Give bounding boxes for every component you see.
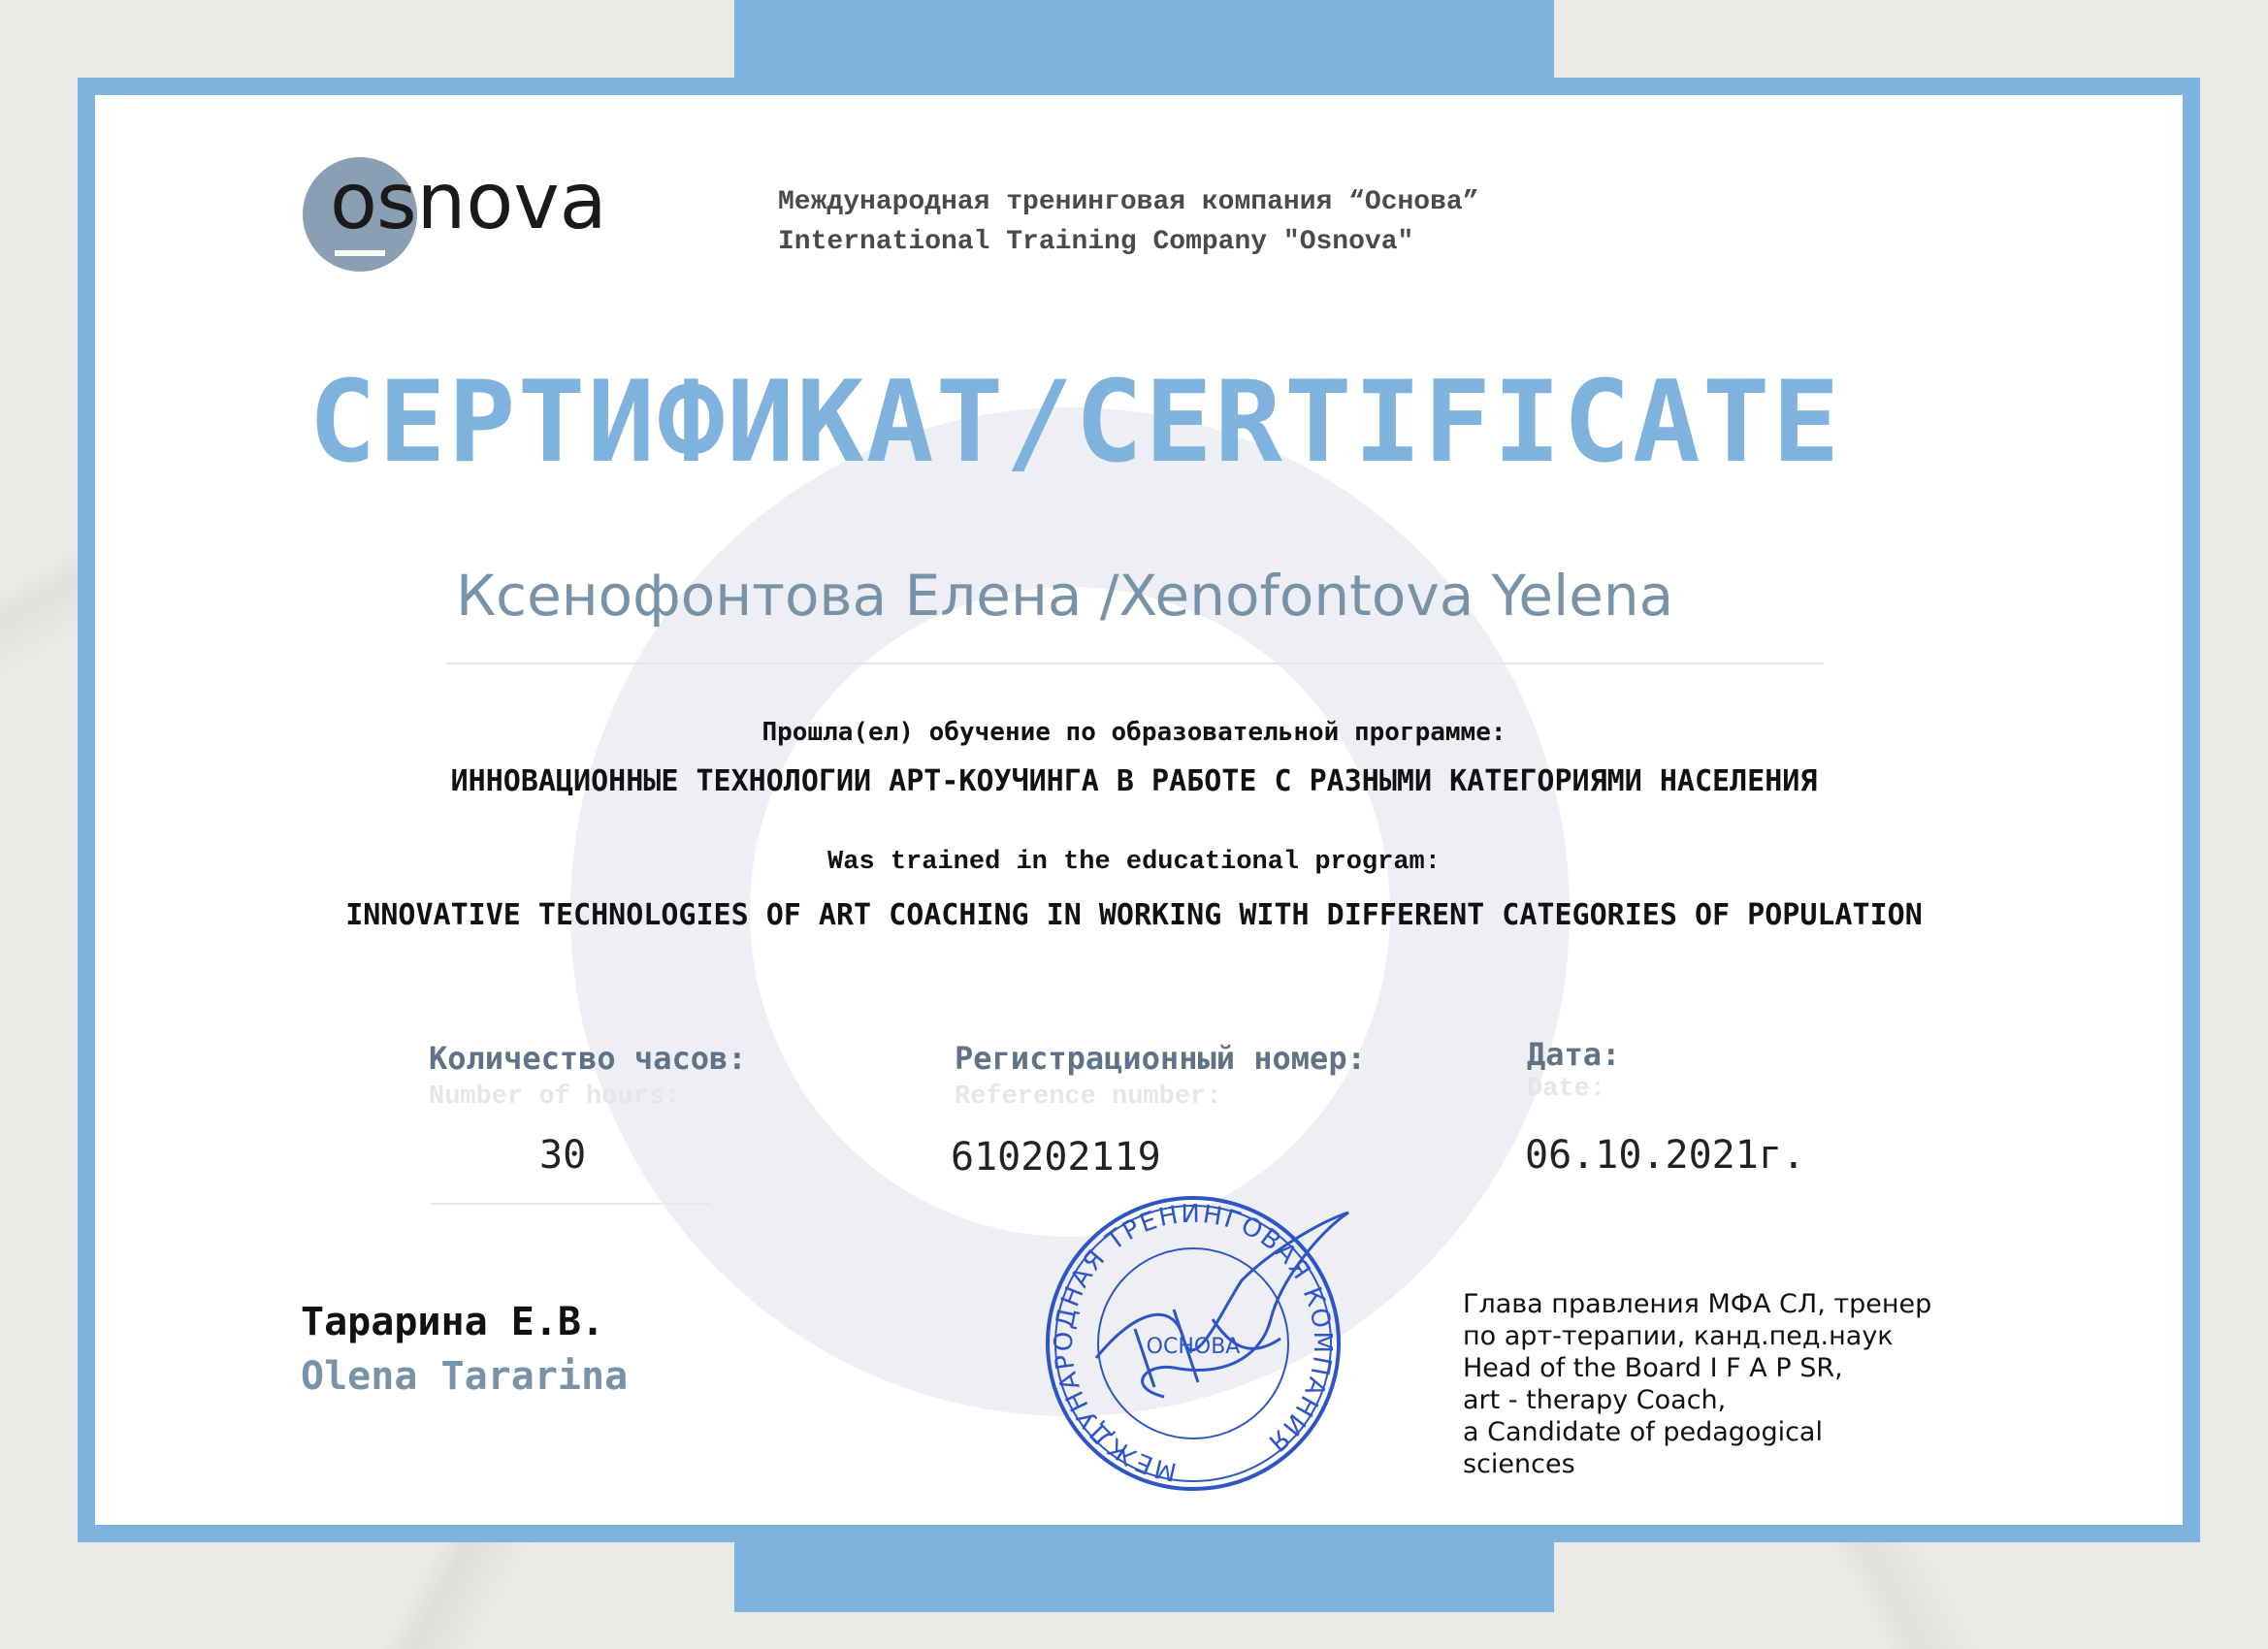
company-name-ru: Международная тренинговая компания “Основа” (778, 187, 1479, 217)
hours-underline (431, 1203, 710, 1205)
stamp-center-text: ОСНОВА (1146, 1335, 1241, 1359)
signatory-role (1463, 1288, 1931, 1480)
signatory-name-en: Olena Tararina (301, 1354, 629, 1399)
role-line: art - therapy Coach, (1463, 1385, 1727, 1415)
program-label-ru: Прошла(ел) обучение по образовательной программе: (761, 718, 1507, 747)
logo-wordmark: snova (376, 156, 607, 246)
recipient-underline (446, 663, 1824, 664)
company-name (778, 182, 1479, 262)
program-name-en: INNOVATIVE TECHNOLOGIES OF ART COACHING IN WORKING WITH DIFFERENT CATEGORIES OF POPULATION (345, 898, 1923, 932)
role-line: Head of the Board I F A P SR, (1463, 1353, 1843, 1383)
hours-label-ru: Количество часов: (429, 1040, 747, 1077)
hours-value: 30 (539, 1133, 587, 1178)
logo-underline (335, 250, 385, 256)
role-line: sciences (1463, 1449, 1575, 1479)
date-label-en: Date: (1527, 1075, 1606, 1104)
role-line: Глава правления МФА СЛ, тренер (1463, 1289, 1932, 1319)
program-name-ru: ИННОВАЦИОННЫЕ ТЕХНОЛОГИИ АРТ-КОУЧИНГА В РАБОТЕ С РАЗНЫМИ КАТЕГОРИЯМИ НАСЕЛЕНИЯ (450, 764, 1818, 798)
reference-label-en: Reference number: (955, 1083, 1222, 1112)
program-label-en: Was trained in the educational program: (827, 848, 1441, 877)
stamp-ring-text: МЕЖДУНАРОДНАЯ ТРЕНИНГОВАЯ КОМПАНИЯ (1049, 1199, 1338, 1487)
bottom-accent-stripe (734, 1542, 1554, 1612)
reference-value: 610202119 (951, 1135, 1161, 1180)
recipient-name: Ксенофонтова Елена /Xenofontova Yelena (456, 563, 1674, 629)
logo-mark-letter: o (330, 156, 377, 246)
company-stamp (1028, 1193, 1358, 1494)
hours-label-en: Number of hours: (429, 1083, 681, 1112)
reference-label-ru: Регистрационный номер: (955, 1040, 1366, 1077)
date-value: 06.10.2021г. (1525, 1133, 1805, 1178)
role-line: по арт-терапии, канд.пед.наук (1463, 1321, 1894, 1351)
role-line: a Candidate of pedagogical (1463, 1417, 1823, 1447)
company-name-en: International Training Company "Osnova" (778, 227, 1414, 257)
certificate-title: СЕРТИФИКАТ/CERTIFICATE (308, 357, 1842, 488)
signatory-name-ru: Тарарина Е.В. (301, 1300, 605, 1344)
top-accent-stripe (734, 0, 1554, 78)
date-label-ru: Дата: (1527, 1036, 1621, 1073)
